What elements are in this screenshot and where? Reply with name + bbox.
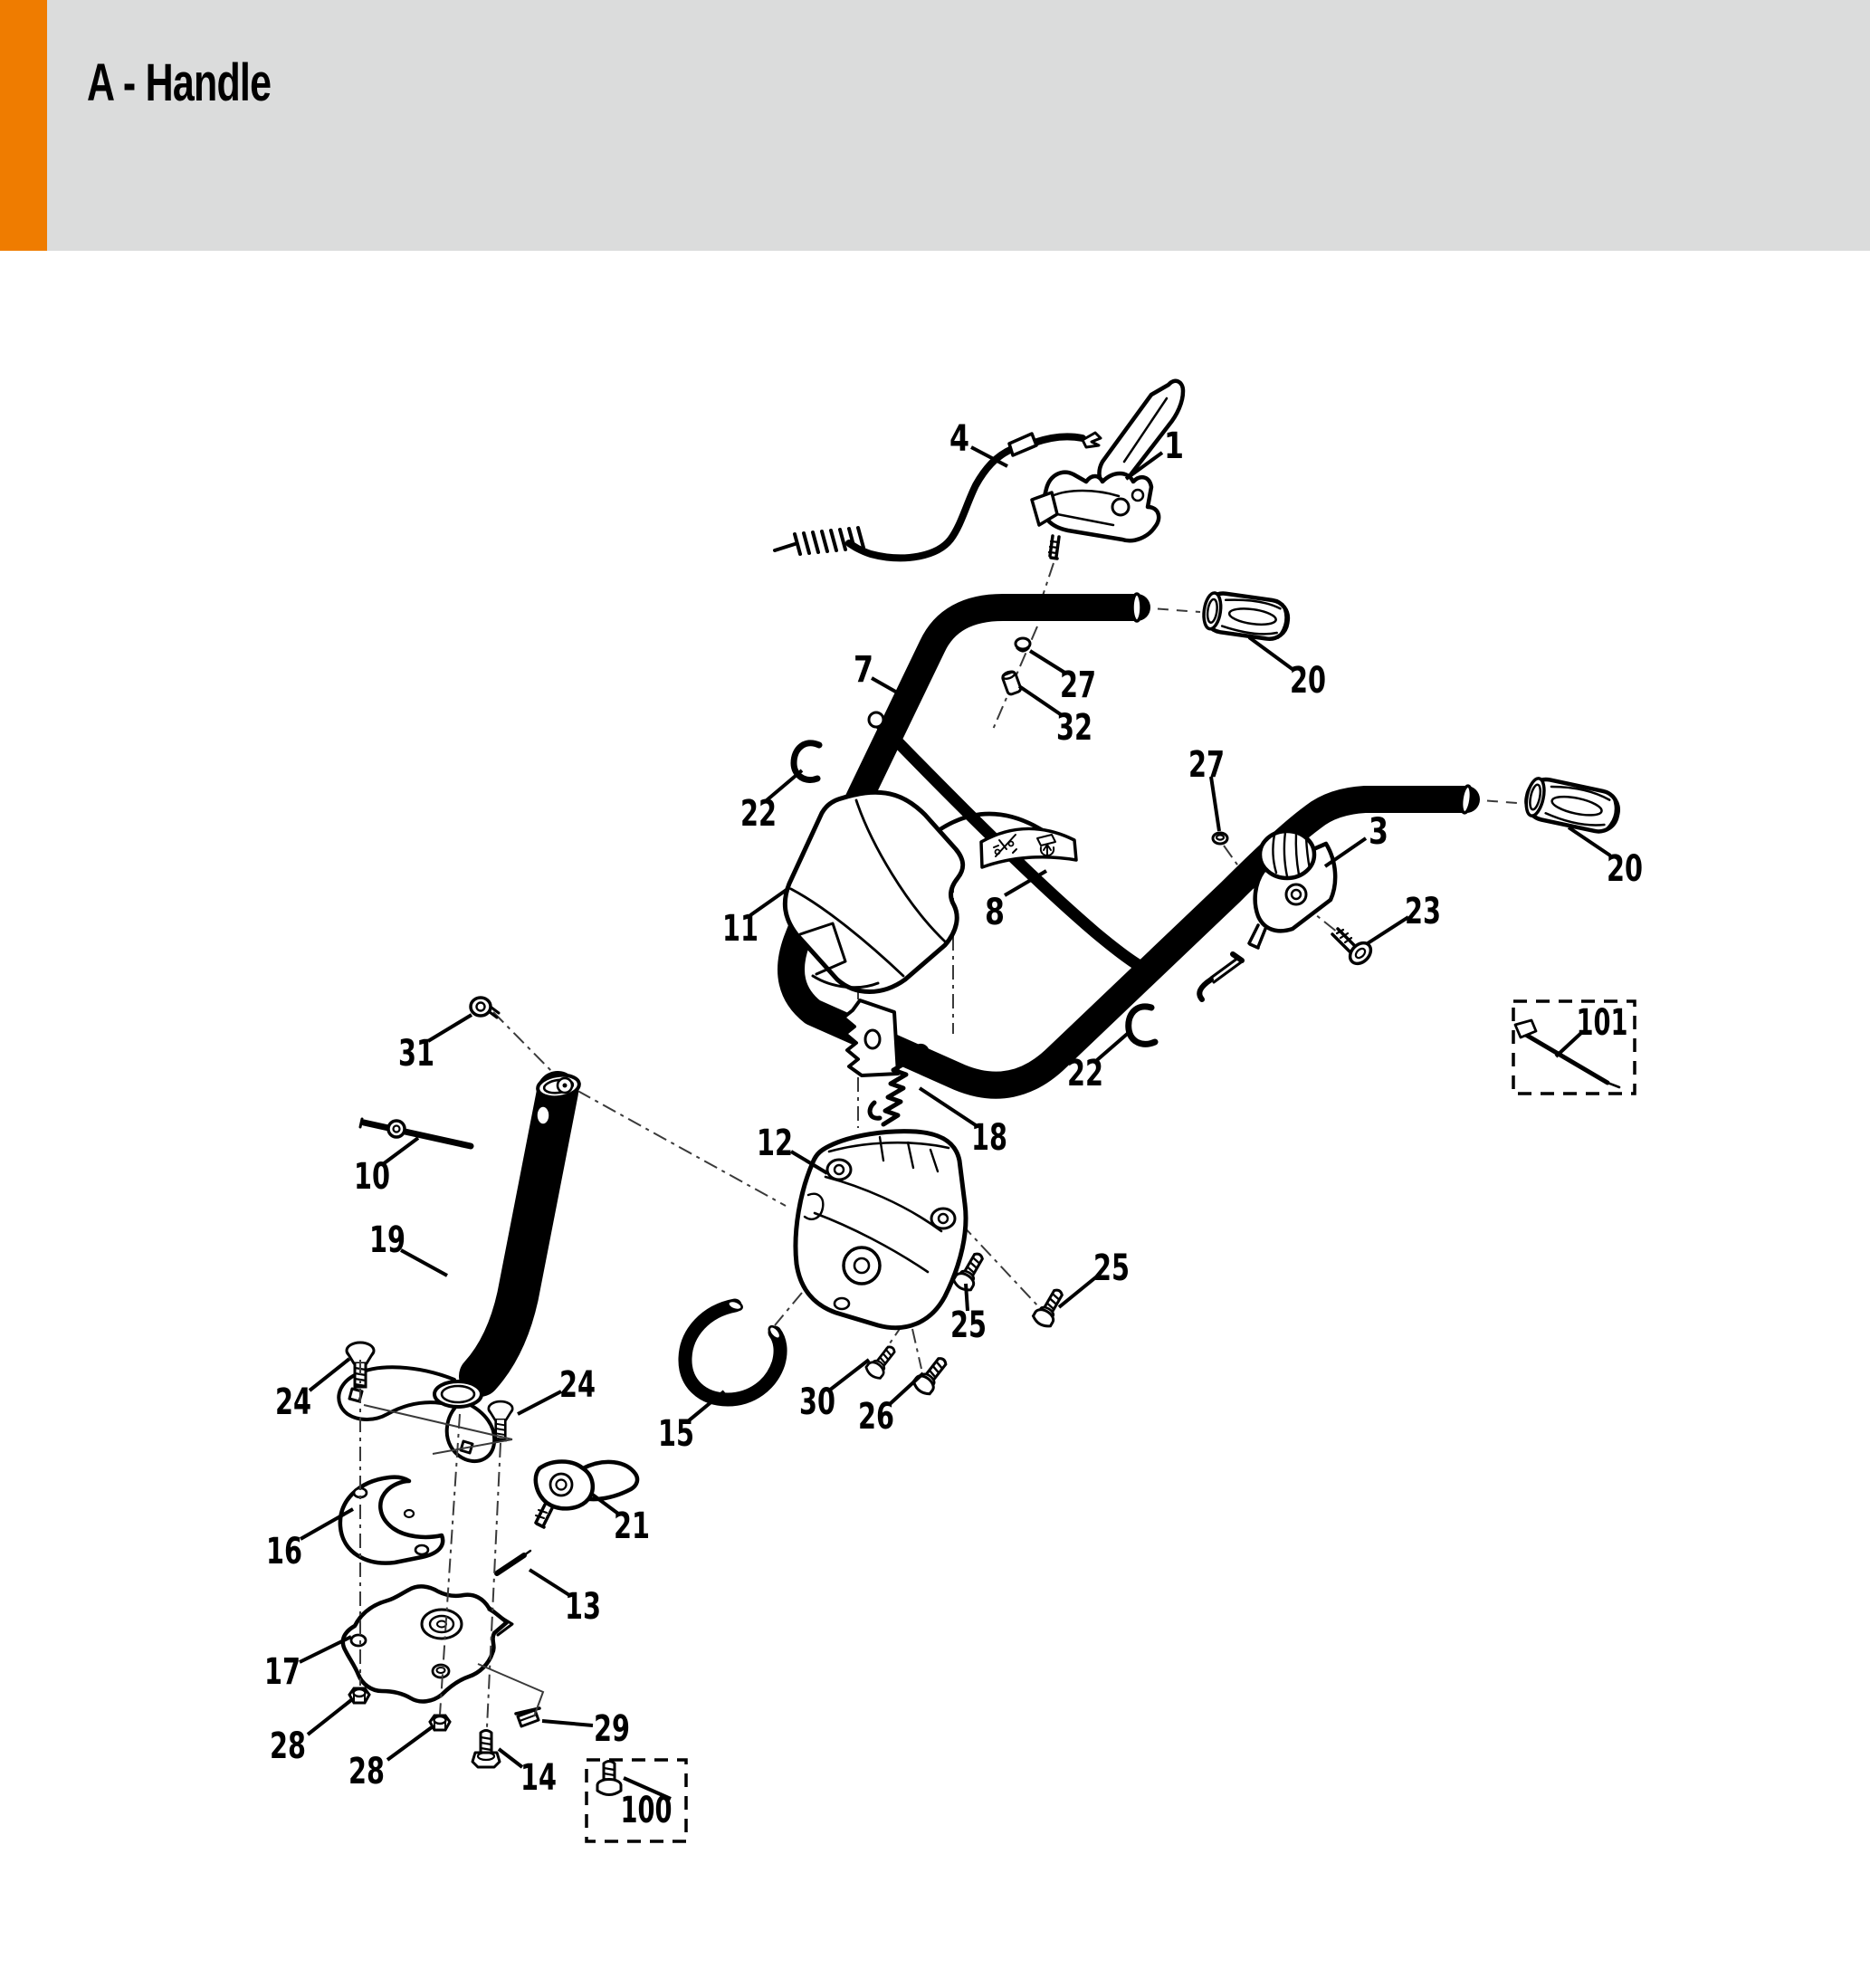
callout-number: 31 xyxy=(398,1033,434,1075)
throttle-lever xyxy=(1032,381,1183,559)
callout-leader xyxy=(308,1700,351,1735)
callout-number: 26 xyxy=(858,1396,894,1438)
bent-rod xyxy=(1199,954,1242,999)
callout-leader xyxy=(1249,637,1293,670)
callout-number: 32 xyxy=(1056,707,1092,749)
cable-ferrule xyxy=(1009,434,1036,455)
callout-23 xyxy=(1368,891,1441,943)
callout-17 xyxy=(264,1637,351,1693)
callout-number: 18 xyxy=(971,1117,1007,1159)
callout-number: 24 xyxy=(559,1364,596,1406)
callout-21 xyxy=(590,1493,650,1547)
grip-left xyxy=(1201,591,1290,642)
nut-28-b xyxy=(430,1716,450,1730)
callout-27 xyxy=(1188,744,1225,831)
callout-25 xyxy=(950,1284,987,1346)
callout-31 xyxy=(398,1015,472,1075)
callout-101 xyxy=(1556,1002,1628,1056)
warning-label xyxy=(981,828,1076,867)
bottom-plate xyxy=(343,1586,512,1701)
callout-19 xyxy=(369,1219,447,1276)
cap-nut-27-upper xyxy=(1016,638,1030,651)
callout-number: 22 xyxy=(740,793,777,835)
callout-leader xyxy=(542,1721,593,1725)
pin-13 xyxy=(497,1551,530,1573)
callout-number: 30 xyxy=(799,1381,835,1423)
callout-number: 15 xyxy=(658,1413,694,1455)
console-cover xyxy=(785,792,962,991)
screw-25-b xyxy=(1031,1286,1067,1329)
nut-27-right xyxy=(1213,833,1227,844)
callout-number: 29 xyxy=(594,1708,630,1750)
callout-22 xyxy=(740,770,802,835)
callout-number: 11 xyxy=(722,908,758,950)
carriage-bolt-23 xyxy=(1332,929,1375,968)
callout-number: 17 xyxy=(264,1651,301,1693)
callout-28 xyxy=(270,1700,351,1767)
callout-number: 16 xyxy=(266,1531,302,1572)
page-title: A - Handle xyxy=(87,53,272,112)
handle-post xyxy=(480,1073,580,1376)
callout-number: 100 xyxy=(620,1790,673,1831)
callout-number: 101 xyxy=(1576,1002,1628,1044)
header-band xyxy=(47,0,1870,251)
callout-number: 23 xyxy=(1405,891,1441,932)
cable-end-fitting xyxy=(1083,433,1101,447)
latch-bracket xyxy=(844,1000,898,1075)
sleeve-32 xyxy=(1001,670,1021,695)
callout-leader xyxy=(1368,917,1408,943)
callout-14 xyxy=(499,1749,557,1799)
callout-leader xyxy=(499,1749,522,1767)
callout-number: 20 xyxy=(1290,660,1326,702)
callout-number: 10 xyxy=(354,1156,390,1198)
grip-right xyxy=(1523,776,1622,835)
callout-number: 4 xyxy=(949,418,969,460)
callout-number: 12 xyxy=(757,1123,793,1164)
callout-26 xyxy=(858,1373,923,1438)
callout-12 xyxy=(757,1123,827,1173)
callout-100 xyxy=(621,1778,673,1831)
callout-leader xyxy=(518,1391,561,1414)
wingnut-knob xyxy=(1249,831,1335,948)
crescent-plate xyxy=(340,1477,443,1563)
boxed-regions xyxy=(587,1001,1635,1841)
callout-20 xyxy=(1249,637,1326,702)
callout-leader xyxy=(428,1015,472,1041)
bolt-14 xyxy=(472,1731,500,1768)
callout-number: 25 xyxy=(1093,1247,1130,1289)
nut-28-a xyxy=(349,1688,369,1703)
callout-number: 19 xyxy=(369,1219,405,1261)
callout-leader xyxy=(401,1250,447,1276)
callout-number: 1 xyxy=(1164,425,1184,467)
callout-number: 25 xyxy=(950,1305,987,1346)
callout-number: 28 xyxy=(270,1725,306,1767)
callout-leader xyxy=(1059,1276,1098,1307)
callout-number: 14 xyxy=(520,1757,557,1799)
lower-housing xyxy=(796,1132,966,1328)
callout-10 xyxy=(354,1138,418,1198)
callout-number: 27 xyxy=(1060,664,1096,706)
callout-25 xyxy=(1059,1247,1130,1307)
callout-number: 28 xyxy=(348,1751,385,1792)
header-accent-bar xyxy=(0,0,47,251)
callout-leader xyxy=(387,1727,432,1760)
callout-13 xyxy=(530,1570,601,1628)
callout-number: 22 xyxy=(1067,1053,1103,1094)
callout-20 xyxy=(1569,827,1643,890)
callout-number: 24 xyxy=(275,1381,311,1423)
callout-29 xyxy=(542,1708,630,1750)
callout-number: 13 xyxy=(565,1586,601,1628)
c-clip-right xyxy=(1129,1005,1158,1045)
callout-28 xyxy=(348,1727,432,1792)
screw-100 xyxy=(597,1762,621,1795)
callout-27 xyxy=(1030,651,1096,706)
callout-number: 27 xyxy=(1188,744,1225,786)
clamp-loop xyxy=(685,1299,783,1400)
callout-number: 20 xyxy=(1607,848,1643,890)
callout-11 xyxy=(722,887,790,950)
callout-24 xyxy=(518,1364,596,1414)
screw-31 xyxy=(471,998,499,1018)
callout-number: 3 xyxy=(1369,811,1388,853)
callout-number: 21 xyxy=(614,1505,650,1547)
screw-26 xyxy=(911,1353,951,1397)
callout-number: 7 xyxy=(854,649,873,691)
callout-leader xyxy=(530,1570,569,1595)
callout-leader xyxy=(1019,686,1062,715)
callout-15 xyxy=(658,1391,724,1455)
callout-number: 8 xyxy=(985,892,1005,933)
